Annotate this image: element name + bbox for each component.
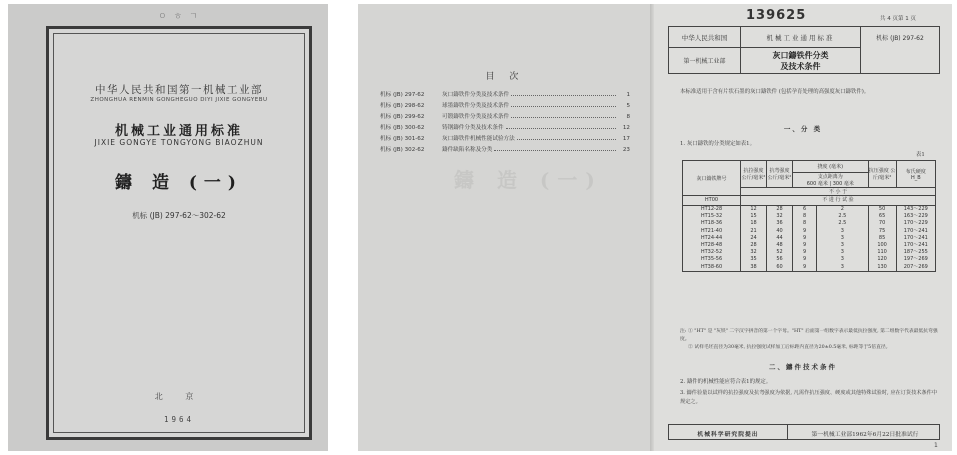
standard-header-box [668, 26, 940, 74]
contents-item-code: 机标 (JB) 299-62 [380, 114, 425, 120]
deflection300-cell: 3 [817, 242, 869, 249]
standard-footer-box [668, 424, 940, 440]
tensile-cell: 38 [741, 264, 767, 272]
cover-code-range: 机标 (JB) 297-62～302-62 [132, 211, 226, 220]
bending-cell: 40 [767, 228, 793, 235]
dot-leader [511, 95, 616, 96]
grade-cell: HT24-44 [683, 235, 741, 242]
tensile-cell: 18 [741, 220, 767, 227]
span-label: 支点距离为 [817, 174, 843, 180]
footer-issuer: 机械科学研究院提出 [697, 432, 759, 438]
contents-item [380, 145, 630, 156]
contents-item-page: 5 [626, 103, 630, 109]
cover-series-title: 机械工业通用标准 [114, 124, 243, 139]
hardness-cell: 187～255 [896, 249, 935, 256]
table-row [683, 256, 936, 263]
cover-main-title: 鑄 造 (一) [115, 173, 243, 193]
dot-leader [494, 150, 616, 151]
col-tensile-header: 抗拉强度 公斤/毫米² [741, 161, 767, 188]
contents-heading: 目 次 [485, 72, 525, 82]
standard-title-line2: 及技术条件 [780, 61, 821, 71]
bending-cell: 28 [767, 206, 793, 214]
grade-cell: HT18-36 [683, 220, 741, 227]
scope-paragraph: 本标准适用于含有片状石墨的灰口鑄铁件 (包括孕育处理的高强度灰口鑄铁件)。 [680, 89, 870, 95]
col-bending-header: 抗弯强度 公斤/毫米² [767, 161, 793, 188]
bending-cell: 36 [767, 220, 793, 227]
compress-cell: 85 [868, 235, 896, 242]
hardness-cell: 163～229 [896, 213, 935, 220]
table-row [683, 249, 936, 256]
contents-page [358, 4, 652, 451]
contents-item-code: 机标 (JB) 300-62 [380, 125, 425, 131]
deflection300-cell: 2 [817, 206, 869, 214]
deflection600-cell: 9 [793, 264, 817, 272]
bending-cell: 56 [767, 256, 793, 263]
show-through-title: 鑄 造 (一) [454, 168, 603, 192]
col-grade-header: 灰口鑄铁牌号 [683, 161, 741, 196]
deflection600-cell: 9 [793, 256, 817, 263]
bending-cell: 48 [767, 242, 793, 249]
deflection300-cell: 3 [817, 264, 869, 272]
contents-item-code: 机标 (JB) 302-62 [380, 147, 425, 153]
contents-item-page: 17 [622, 136, 630, 142]
grade-table-body [683, 196, 936, 272]
tensile-cell: 32 [741, 249, 767, 256]
bending-cell: 32 [767, 213, 793, 220]
cover-inner-border [53, 33, 305, 433]
grade-cell: HT32-52 [683, 249, 741, 256]
contents-item-page: 1 [626, 92, 630, 98]
header-code-cell [861, 27, 939, 73]
footer-divider [787, 425, 788, 439]
grade-cell: HT28-48 [683, 242, 741, 249]
deflection300-cell: 2.5 [817, 213, 869, 220]
contents-item-title: 灰口鑄铁件分类及技术条件 [442, 92, 510, 98]
deflection600-cell: 8 [793, 213, 817, 220]
standard-title-line1: 灰口鑄铁件分类 [772, 50, 829, 60]
col-compress-header: 抗压强度 公斤/毫米² [868, 161, 896, 188]
contents-item [380, 90, 630, 101]
compress-cell: 100 [868, 242, 896, 249]
compress-cell: 130 [868, 264, 896, 272]
contents-item [380, 101, 630, 112]
compress-cell: 70 [868, 220, 896, 227]
header-divider [741, 47, 860, 48]
deflection300-cell: 3 [817, 256, 869, 263]
deflection300-cell: 3 [817, 235, 869, 242]
cover-publish-place: 北 京 [154, 392, 204, 401]
hardness-label: 布氏硬度 [905, 168, 926, 175]
header-issuer-cell [669, 27, 741, 73]
deflection600-cell: 9 [793, 228, 817, 235]
contents-item-page: 12 [622, 125, 630, 131]
header-ministry: 第一机械工业部 [683, 58, 726, 65]
table-row-untested [683, 196, 936, 206]
deflection600-cell: 8 [793, 220, 817, 227]
compress-cell: 110 [868, 249, 896, 256]
cover-series-pinyin: JIXIE GONGYE TONGYONG BIAOZHUN [94, 138, 264, 147]
table-row [683, 213, 936, 220]
compress-cell: 120 [868, 256, 896, 263]
compress-cell: 50 [868, 206, 896, 214]
table-label: 表1 [916, 152, 925, 158]
span600-label: 600 毫米 [806, 181, 828, 187]
bending-cell: 60 [767, 264, 793, 272]
table-row [683, 264, 936, 272]
page-count: 共 4 页第 1 页 [880, 16, 916, 22]
contents-item-title: 鑄件缺陷名称及分类 [442, 147, 493, 153]
dot-leader [511, 106, 616, 107]
hardness-cell: 197～269 [896, 256, 935, 263]
table-note-1: 注: ① "HT" 是 "灰铁" 二字汉字拼音的第一个字母。"HT" 后面第一组数字表示最低抗拉强度, 第二组数字代表最低抗弯强度。 [680, 329, 938, 342]
contents-item-title: 可锻鑄铁件分类及技术条件 [442, 114, 510, 120]
page-number: 1 [934, 442, 938, 449]
contents-item-code: 机标 (JB) 301-62 [380, 136, 425, 142]
cover-ink-mark: ㅇ ㅎ ㄱ [158, 12, 200, 22]
table-note-2: ② 试样毛坯直径为30毫米, 抗拉强度试样加工后标距内直径为20±0.5毫米, 标距等于5倍直径。 [688, 345, 891, 350]
contents-list [380, 90, 630, 156]
grade-cell: HT21-40 [683, 228, 741, 235]
span300-label: 300 毫米 [832, 181, 854, 187]
clause-1: 1. 灰口鑄铁的分类规定如表1。 [680, 141, 755, 147]
table-row [683, 235, 936, 242]
cover-publish-year: 1964 [163, 415, 195, 424]
grade-cell: HT12-28 [683, 206, 741, 214]
footer-approval: 第一机械工业部1962年6月22日批准试行 [811, 432, 919, 438]
deflection600-cell: 9 [793, 249, 817, 256]
hardness-cell: 170～241 [896, 228, 935, 235]
cover-frame [46, 26, 312, 440]
dot-leader [506, 128, 616, 129]
col-span-header: 支点距离为 600 毫米 | 300 毫米 [793, 173, 869, 188]
grade-table [682, 160, 936, 272]
section-technical-conditions-title: 二、鑄件技术条件 [769, 363, 837, 371]
dot-leader [517, 139, 616, 140]
header-title-cell [741, 27, 861, 73]
clause-3: 3. 鑄件验量以试样的抗拉强度及抗弯强度为依据, 凡需作抗压强度、硬度或其他特殊试验时, 应在订货技术条件中规定之。 [680, 390, 938, 405]
header-country: 中华人民共和国 [681, 34, 728, 42]
col-deflection-header: 挠度 (毫米) [793, 161, 869, 173]
bending-cell: 52 [767, 249, 793, 256]
book-spread [358, 4, 952, 451]
table-row [683, 206, 936, 214]
deflection600-cell: 9 [793, 235, 817, 242]
clause-2: 2. 鑄件的机械性能应符合表1的规定。 [680, 379, 772, 385]
table-row [683, 242, 936, 249]
tensile-cell: 35 [741, 256, 767, 263]
tensile-cell: 24 [741, 235, 767, 242]
bending-cell: 44 [767, 235, 793, 242]
contents-item [380, 123, 630, 134]
hardness-cell: 170～241 [896, 242, 935, 249]
hardness-cell: 170～229 [896, 220, 935, 227]
deflection300-cell: 3 [817, 249, 869, 256]
hardness-cell: 207～269 [896, 264, 935, 272]
grade-cell: HT15-32 [683, 213, 741, 220]
header-series: 机械工业通用标准 [766, 34, 835, 42]
contents-item-code: 机标 (JB) 297-62 [380, 92, 425, 98]
hardness-cell: 170～241 [896, 235, 935, 242]
hardness-symbol: H_B [910, 174, 921, 181]
standard-code: 机标 (JB) 297-62 [876, 35, 924, 42]
dot-leader [511, 117, 616, 118]
standard-page [654, 4, 952, 451]
cover-ministry-name: 中华人民共和国第一机械工业部 [95, 84, 263, 96]
tensile-cell: 12 [741, 206, 767, 214]
section-classification-title: 一、分 类 [783, 125, 823, 133]
deflection600-cell: 6 [793, 206, 817, 214]
contents-item-title: 铸钢鑄件分类及技术条件 [442, 125, 504, 131]
untested-note: 不 进 行 试 验 [741, 196, 936, 206]
col-hardness-header [896, 161, 935, 188]
deflection300-cell: 2.5 [817, 220, 869, 227]
header-divider [669, 47, 740, 48]
grade-cell: HT35-56 [683, 256, 741, 263]
table-row [683, 228, 936, 235]
contents-item-title: 球墨鑄铁件分类及技术条件 [442, 103, 510, 109]
grade-cell: HT00 [683, 196, 741, 206]
contents-item-page: 23 [622, 147, 630, 153]
hardness-cell: 143～229 [896, 206, 935, 214]
table-row [683, 220, 936, 227]
contents-item-code: 机标 (JB) 298-62 [380, 103, 425, 109]
deflection300-cell: 3 [817, 228, 869, 235]
contents-item [380, 112, 630, 123]
tensile-cell: 15 [741, 213, 767, 220]
cover-ministry-pinyin: ZHONGHUA RENMIN GONGHEGUO DIYI JIXIE GONGYEBU [90, 97, 268, 103]
tensile-cell: 21 [741, 228, 767, 235]
contents-item-page: 8 [626, 114, 630, 120]
deflection600-cell: 9 [793, 242, 817, 249]
document-number: 139625 [746, 8, 807, 23]
contents-item [380, 134, 630, 145]
grade-cell: HT38-60 [683, 264, 741, 272]
tensile-cell: 28 [741, 242, 767, 249]
compress-cell: 75 [868, 228, 896, 235]
cover-page [8, 4, 328, 451]
not-less-than-header: 不 小 于 [741, 188, 936, 196]
compress-cell: 65 [868, 213, 896, 220]
contents-item-title: 灰口鑄铁件机械性能试验方法 [442, 136, 515, 142]
